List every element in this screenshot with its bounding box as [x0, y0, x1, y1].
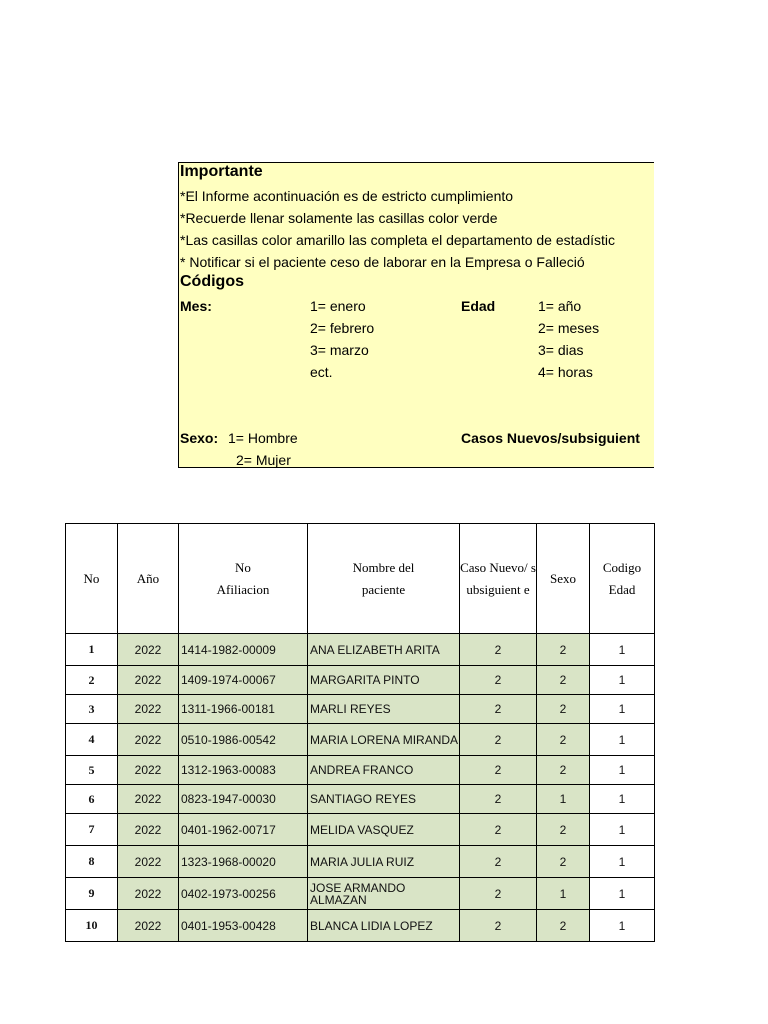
header-edad-text: Codigo Edad	[602, 559, 642, 597]
cell-sexo[interactable]: 2	[537, 814, 590, 846]
cell-caso[interactable]: 2	[460, 785, 537, 814]
edad-code: 1= año	[538, 298, 582, 314]
table-row	[66, 910, 655, 942]
cell-edad[interactable]: 1	[590, 724, 655, 756]
header-nombre	[308, 524, 460, 634]
mes-code: 1= enero	[310, 298, 366, 314]
table-row	[66, 756, 655, 785]
cell-caso[interactable]: 2	[460, 910, 537, 942]
cell-afiliacion[interactable]: 0402-1973-00256	[179, 878, 308, 910]
header-sexo: Sexo	[537, 524, 590, 634]
cell-caso[interactable]: 2	[460, 878, 537, 910]
cell-nombre[interactable]: MELIDA VASQUEZ	[308, 814, 460, 846]
cell-nombre[interactable]: ANDREA FRANCO	[308, 756, 460, 785]
sexo-code: 1= Hombre	[228, 430, 298, 446]
cell-caso[interactable]: 2	[460, 695, 537, 724]
cell-no: 9	[66, 878, 118, 910]
mes-code: 2= febrero	[310, 320, 375, 336]
patients-table	[65, 523, 655, 942]
sexo-label: Sexo:	[180, 430, 219, 446]
cell-edad[interactable]: 1	[590, 785, 655, 814]
cell-sexo[interactable]: 2	[537, 695, 590, 724]
cell-anio[interactable]: 2022	[118, 634, 179, 666]
cell-caso[interactable]: 2	[460, 814, 537, 846]
cell-nombre[interactable]: MARGARITA PINTO	[308, 666, 460, 695]
cell-edad[interactable]: 1	[590, 846, 655, 878]
cell-caso[interactable]: 2	[460, 634, 537, 666]
table-row	[66, 846, 655, 878]
cell-no: 7	[66, 814, 118, 846]
cell-anio[interactable]: 2022	[118, 756, 179, 785]
cell-no: 6	[66, 785, 118, 814]
header-no: No	[66, 524, 118, 634]
cell-edad[interactable]: 1	[590, 695, 655, 724]
cell-edad[interactable]: 1	[590, 910, 655, 942]
header-afiliacion-text: No Afiliacion	[216, 559, 270, 597]
sexo-code: 2= Mujer	[236, 452, 291, 468]
header-caso-text: Caso Nuevo/ subsiguient e	[460, 559, 536, 597]
cell-sexo[interactable]: 2	[537, 846, 590, 878]
cell-afiliacion[interactable]: 0510-1986-00542	[179, 724, 308, 756]
header-nombre-text: Nombre del paciente	[352, 559, 415, 597]
importante-title: Importante	[180, 163, 263, 180]
mes-code: ect.	[310, 364, 333, 380]
cell-sexo[interactable]: 1	[537, 878, 590, 910]
header-caso	[460, 524, 537, 634]
table-row	[66, 724, 655, 756]
cell-afiliacion[interactable]: 0401-1962-00717	[179, 814, 308, 846]
cell-edad[interactable]: 1	[590, 666, 655, 695]
instruction-line: *El Informe acontinuación es de estricto cumplimiento	[180, 188, 514, 204]
cell-sexo[interactable]: 1	[537, 785, 590, 814]
instruction-line: * Notificar si el paciente ceso de laborar en la Empresa o Falleció	[180, 254, 585, 270]
cell-sexo[interactable]: 2	[537, 666, 590, 695]
edad-code: 3= dias	[538, 342, 584, 358]
cell-no: 3	[66, 695, 118, 724]
cell-afiliacion[interactable]: 1312-1963-00083	[179, 756, 308, 785]
table-row	[66, 785, 655, 814]
cell-afiliacion[interactable]: 1409-1974-00067	[179, 666, 308, 695]
cell-no: 8	[66, 846, 118, 878]
cell-sexo[interactable]: 2	[537, 634, 590, 666]
cell-caso[interactable]: 2	[460, 724, 537, 756]
cell-anio[interactable]: 2022	[118, 814, 179, 846]
cell-nombre[interactable]: MARIA JULIA RUIZ	[308, 846, 460, 878]
cell-edad[interactable]: 1	[590, 814, 655, 846]
cell-nombre[interactable]: MARLI REYES	[308, 695, 460, 724]
cell-afiliacion[interactable]: 1414-1982-00009	[179, 634, 308, 666]
cell-anio[interactable]: 2022	[118, 910, 179, 942]
header-afiliacion	[179, 524, 308, 634]
cell-sexo[interactable]: 2	[537, 724, 590, 756]
mes-label: Mes:	[180, 298, 212, 314]
cell-caso[interactable]: 2	[460, 846, 537, 878]
header-edad	[590, 524, 655, 634]
cell-afiliacion[interactable]: 1323-1968-00020	[179, 846, 308, 878]
cell-afiliacion[interactable]: 0823-1947-00030	[179, 785, 308, 814]
cell-anio[interactable]: 2022	[118, 846, 179, 878]
cell-edad[interactable]: 1	[590, 634, 655, 666]
cell-nombre[interactable]: ANA ELIZABETH ARITA	[308, 634, 460, 666]
cell-nombre[interactable]: SANTIAGO REYES	[308, 785, 460, 814]
edad-code: 4= horas	[538, 364, 593, 380]
mes-code: 3= marzo	[310, 342, 369, 358]
instruction-line: *Recuerde llenar solamente las casillas color verde	[180, 210, 498, 226]
table-row	[66, 878, 655, 910]
table-row	[66, 695, 655, 724]
table-row	[66, 634, 655, 666]
cell-sexo[interactable]: 2	[537, 756, 590, 785]
cell-sexo[interactable]: 2	[537, 910, 590, 942]
cell-nombre[interactable]: MARIA LORENA MIRANDA	[308, 724, 460, 756]
edad-code: 2= meses	[538, 320, 600, 336]
header-anio: Año	[118, 524, 179, 634]
cell-no: 5	[66, 756, 118, 785]
table-row	[66, 666, 655, 695]
cell-edad[interactable]: 1	[590, 756, 655, 785]
cell-no: 10	[66, 910, 118, 942]
cell-afiliacion[interactable]: 0401-1953-00428	[179, 910, 308, 942]
cell-no: 4	[66, 724, 118, 756]
cell-nombre[interactable]: BLANCA LIDIA LOPEZ	[308, 910, 460, 942]
codigos-title: Códigos	[180, 273, 244, 290]
cell-anio[interactable]: 2022	[118, 695, 179, 724]
cell-anio[interactable]: 2022	[118, 785, 179, 814]
cell-edad[interactable]: 1	[590, 878, 655, 910]
cell-anio[interactable]: 2022	[118, 666, 179, 695]
cell-caso[interactable]: 2	[460, 666, 537, 695]
cell-nombre[interactable]: JOSE ARMANDO ALMAZAN	[308, 878, 460, 910]
cell-caso[interactable]: 2	[460, 756, 537, 785]
cell-anio[interactable]: 2022	[118, 878, 179, 910]
instruction-line: *Las casillas color amarillo las completa el departamento de estadístic	[180, 232, 615, 248]
table-row	[66, 814, 655, 846]
cell-no: 1	[66, 634, 118, 666]
instructions-box	[178, 162, 654, 468]
casos-label: Casos Nuevos/subsiguient	[461, 430, 640, 446]
table-header-row	[66, 524, 655, 634]
cell-anio[interactable]: 2022	[118, 724, 179, 756]
cell-afiliacion[interactable]: 1311-1966-00181	[179, 695, 308, 724]
cell-no: 2	[66, 666, 118, 695]
edad-label: Edad	[461, 298, 496, 314]
